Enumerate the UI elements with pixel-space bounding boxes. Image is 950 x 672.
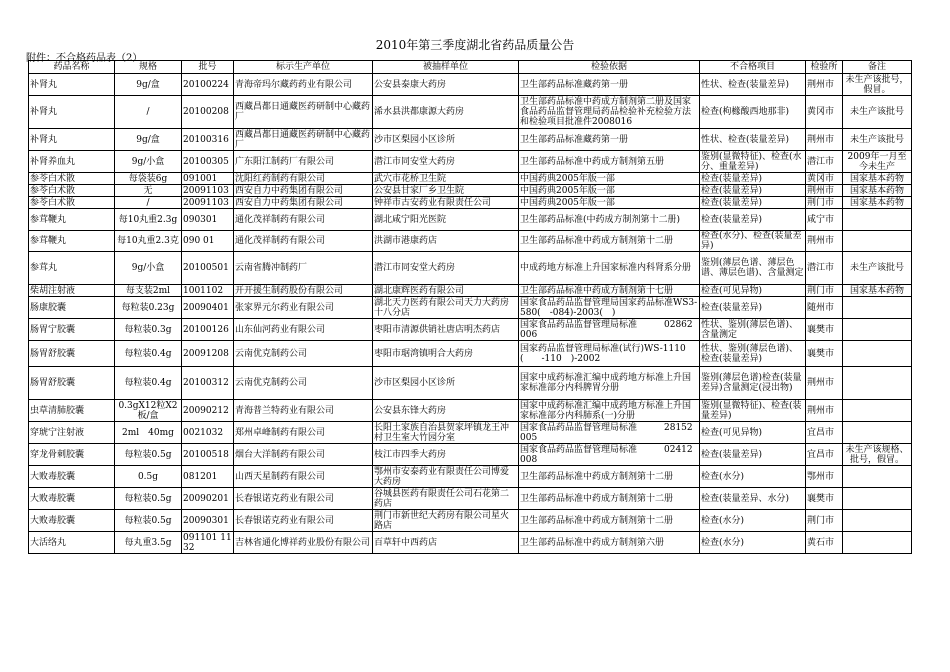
cell-sampled-unit: 枣阳市清源供销社唐店明杰药店 — [373, 319, 519, 341]
cell-test-basis: 中国药典2005年版一部 — [519, 185, 700, 197]
cell-test-basis: 国家食品药品监督管理局标准 02862006 — [519, 319, 700, 341]
table-row — [29, 341, 912, 367]
cell-failed-items: 检查(水分) — [700, 532, 806, 554]
cell-failed-items: 检查(水分) — [700, 466, 806, 488]
cell-remarks: 国家基本药物 — [843, 185, 912, 197]
cell-test-basis: 卫生部药品标准中药成方制剂第十二册 — [519, 488, 700, 510]
cell-test-institute: 黄冈市 — [806, 173, 843, 185]
cell-remarks — [843, 231, 912, 252]
cell-failed-items: 检查(枸橼酸西地那非) — [700, 96, 806, 129]
cell-spec: 每粒装0.23g — [115, 297, 182, 319]
cell-sampled-unit: 浠水县洪都康源大药房 — [373, 96, 519, 129]
table-row — [29, 209, 912, 231]
cell-drug-name: 肠胃舒胶囊 — [29, 367, 115, 400]
cell-drug-name: 肠胃宁胶囊 — [29, 319, 115, 341]
column-header-test-institute: 检验所 — [806, 61, 843, 74]
cell-spec: 每粒装0.4g — [115, 367, 182, 400]
cell-manufacturer: 郑州卓峰制药有限公司 — [234, 422, 373, 444]
cell-sampled-unit: 公安县泰康大药房 — [373, 74, 519, 96]
cell-spec: 0.3gX12粒X2板/盒 — [115, 400, 182, 422]
cell-drug-name: 大活络丸 — [29, 532, 115, 554]
cell-remarks: 国家基本药物 — [843, 285, 912, 297]
cell-remarks — [843, 422, 912, 444]
cell-drug-name: 参苓白术散 — [29, 185, 115, 197]
cell-batch-no: 20091208 — [182, 341, 234, 367]
unqualified-drugs-table — [28, 60, 912, 554]
table-row — [29, 197, 912, 209]
column-header-failed-items: 不合格项目 — [700, 61, 806, 74]
cell-test-basis: 卫生部药品标准中药成方制剂第五册 — [519, 151, 700, 173]
cell-drug-name: 参苓白术散 — [29, 197, 115, 209]
cell-drug-name: 穿琥宁注射液 — [29, 422, 115, 444]
cell-test-institute: 潜江市 — [806, 252, 843, 285]
cell-spec: 每支装2ml — [115, 285, 182, 297]
column-header-remarks: 备注 — [843, 61, 912, 74]
cell-spec: 2ml 40mg — [115, 422, 182, 444]
cell-batch-no: 091101 11 32 — [183, 532, 232, 553]
cell-batch-no: 20100208 — [182, 96, 234, 129]
cell-test-institute: 咸宁市 — [806, 209, 843, 231]
cell-failed-items: 性状、鉴别(薄层色谱)、含量测定 — [700, 319, 806, 341]
cell-test-basis: 中国药典2005年版一部 — [519, 197, 700, 209]
cell-manufacturer: 通化茂祥制药有限公司 — [234, 231, 373, 252]
cell-manufacturer: 青海帝玛尔藏药药业有限公司 — [234, 74, 373, 96]
cell-manufacturer: 沈阳红药制药有限公司 — [234, 173, 373, 185]
cell-test-basis: 卫生部药品标准中药成方制剂第二册及国家食品药品监督管理局药品检验补充检验方法和检验项目批准件2008016 — [519, 96, 700, 129]
cell-test-institute: 荆州市 — [806, 185, 843, 197]
cell-manufacturer: 长春银诺克药业有限公司 — [234, 488, 373, 510]
cell-test-basis: 国家食品药品监督管理局标准 02412008 — [519, 444, 700, 466]
cell-batch-no: 20091103 — [182, 185, 234, 197]
cell-test-institute: 襄樊市 — [806, 319, 843, 341]
cell-batch-no: 20100501 — [182, 252, 234, 285]
cell-drug-name: 虫草清肺胶囊 — [29, 400, 115, 422]
cell-test-basis: 中成药地方标准上升国家标准内科肾系分册 — [519, 252, 700, 285]
cell-drug-name: 参茸鞭丸 — [29, 231, 115, 252]
cell-batch-no: 20100518 — [182, 444, 234, 466]
cell-sampled-unit: 枣阳市琚湾镇明合大药房 — [373, 341, 519, 367]
cell-sampled-unit: 湖北咸宁阳光医院 — [373, 209, 519, 231]
cell-failed-items: 检查(水分) — [700, 510, 806, 532]
cell-spec: 每10丸重2.3g — [115, 209, 182, 231]
cell-manufacturer: 张家界元尔药业有限公司 — [234, 297, 373, 319]
cell-batch-no: 20100224 — [182, 74, 234, 96]
cell-batch-no: 20100312 — [182, 367, 234, 400]
cell-sampled-unit: 洪湖市港康药店 — [373, 231, 519, 252]
cell-spec: 9g/盒 — [115, 129, 182, 151]
cell-failed-items: 性状、检查(装量差异) — [700, 129, 806, 151]
cell-spec: 每10丸重2.3克 — [115, 231, 182, 252]
cell-sampled-unit: 百草轩中西药店 — [373, 532, 519, 554]
column-header-manufacturer: 标示生产单位 — [234, 61, 373, 74]
cell-test-institute: 黄石市 — [806, 532, 843, 554]
cell-manufacturer: 烟台大洋制药有限公司 — [234, 444, 373, 466]
page-title: 2010年第三季度湖北省药品质量公告 — [375, 38, 575, 52]
cell-batch-no: 20090301 — [182, 510, 234, 532]
column-header-batch-no: 批号 — [182, 61, 234, 74]
cell-remarks — [843, 319, 912, 341]
cell-batch-no: 090301 — [182, 209, 234, 231]
cell-test-institute: 潜江市 — [806, 151, 843, 173]
cell-test-institute: 荆州市 — [806, 74, 843, 96]
cell-sampled-unit: 鄂州市安泰药业有限责任公司博爱大药房 — [373, 466, 519, 488]
attachment-label: 附件：不合格药品表（2） — [26, 53, 143, 64]
cell-drug-name: 肠胃舒胶囊 — [29, 341, 115, 367]
cell-spec: 每粒装0.5g — [115, 510, 182, 532]
cell-spec: 0.5g — [115, 466, 182, 488]
cell-remarks: 2009年一月至今未生产 — [843, 151, 912, 173]
cell-failed-items: 检查(装量差异) — [700, 297, 806, 319]
cell-remarks — [843, 209, 912, 231]
cell-sampled-unit: 沙市区梨园小区诊所 — [373, 367, 519, 400]
cell-sampled-unit: 湖北康辉医药有限公司 — [373, 285, 519, 297]
cell-test-institute: 荆门市 — [806, 285, 843, 297]
cell-batch-no: 20100305 — [182, 151, 234, 173]
cell-failed-items: 检查(水分)、检查(装量差异) — [700, 231, 806, 252]
cell-failed-items: 检查(可见异物) — [700, 285, 806, 297]
cell-test-basis: 卫生部药品标准中药成方制剂第十二册 — [519, 231, 700, 252]
table-row — [29, 444, 912, 466]
cell-manufacturer: 青海普兰特药业有限公司 — [234, 400, 373, 422]
cell-drug-name: 大败毒胶囊 — [29, 488, 115, 510]
cell-spec: 每粒装0.5g — [115, 444, 182, 466]
cell-failed-items: 检查(装量差异、水分) — [700, 488, 806, 510]
cell-spec: 9g/盒 — [115, 74, 182, 96]
cell-test-basis: 国家食品药品监督管理局国家药品标准WS3-580( -084)-2003( ) — [519, 297, 700, 319]
cell-drug-name: 补肾丸 — [29, 74, 115, 96]
cell-manufacturer: 云南省腾冲制药厂 — [234, 252, 373, 285]
cell-drug-name: 参苓白术散 — [29, 173, 115, 185]
cell-test-institute: 荆门市 — [806, 510, 843, 532]
cell-spec: 每粒装0.5g — [115, 488, 182, 510]
cell-remarks — [843, 532, 912, 554]
table-row — [29, 488, 912, 510]
cell-sampled-unit: 荆门市新世纪大药房有限公司星火路店 — [373, 510, 519, 532]
cell-test-basis: 卫生部药品标准藏药第一册 — [519, 74, 700, 96]
table-row — [29, 510, 912, 532]
cell-remarks: 未生产该批号 — [843, 252, 912, 285]
cell-batch-no: 20090401 — [182, 297, 234, 319]
cell-spec: 每粒装0.3g — [115, 319, 182, 341]
cell-sampled-unit: 潜江市同安堂大药房 — [373, 252, 519, 285]
cell-batch-no: 091001 — [182, 173, 234, 185]
table-row — [29, 173, 912, 185]
cell-test-basis: 卫生部药品标准中药成方制剂第十七册 — [519, 285, 700, 297]
cell-failed-items: 鉴别(薄层色谱、薄层色谱、薄层色谱)、含量测定 — [700, 252, 806, 285]
cell-test-basis: 卫生部药品标准藏药第一册 — [519, 129, 700, 151]
cell-test-institute: 宜昌市 — [806, 444, 843, 466]
cell-drug-name: 大败毒胶囊 — [29, 510, 115, 532]
cell-test-institute: 鄂州市 — [806, 466, 843, 488]
cell-remarks: 未生产该规格、批号，假冒。 — [843, 444, 912, 466]
cell-sampled-unit: 公安县甘家厂乡卫生院 — [373, 185, 519, 197]
cell-drug-name: 补肾丸 — [29, 129, 115, 151]
cell-drug-name: 补肾丸 — [29, 96, 115, 129]
cell-failed-items: 检查(装量差异) — [700, 197, 806, 209]
cell-remarks — [843, 297, 912, 319]
cell-failed-items: 检查(装量差异) — [700, 173, 806, 185]
cell-remarks — [843, 466, 912, 488]
table-row — [29, 96, 912, 129]
cell-sampled-unit: 长阳土家族自治县贺家坪镇龙王冲村卫生室大竹园分室 — [373, 422, 519, 444]
cell-sampled-unit: 谷城县医药有限责任公司石花第二药店 — [373, 488, 519, 510]
table-row — [29, 422, 912, 444]
table-row — [29, 129, 912, 151]
cell-batch-no: 20100316 — [182, 129, 234, 151]
cell-batch-no: 081201 — [182, 466, 234, 488]
cell-test-basis: 中国药典2005年版一部 — [519, 173, 700, 185]
cell-failed-items: 性状、检查(装量差异) — [700, 74, 806, 96]
cell-batch-no: 1001102 — [182, 285, 234, 297]
cell-failed-items: 鉴别(显微特征)、检查(装量差异) — [700, 400, 806, 422]
table-row — [29, 252, 912, 285]
table-row — [29, 367, 912, 400]
table-row — [29, 532, 912, 554]
cell-sampled-unit: 沙市区梨园小区诊所 — [373, 129, 519, 151]
cell-test-institute: 襄樊市 — [806, 341, 843, 367]
cell-manufacturer: 山西天星制药有限公司 — [234, 466, 373, 488]
cell-test-institute: 荆州市 — [806, 367, 843, 400]
cell-manufacturer: 吉林省通化博祥药业股份有限公司 — [234, 532, 373, 554]
cell-drug-name: 补肾养血丸 — [29, 151, 115, 173]
cell-spec: / — [115, 96, 182, 129]
cell-spec: 无 — [115, 185, 182, 197]
cell-batch-no: 20091103 — [182, 197, 234, 209]
table-row — [29, 297, 912, 319]
cell-remarks: 未生产该批号 — [843, 129, 912, 151]
cell-batch-no: 20090201 — [182, 488, 234, 510]
cell-manufacturer: 山东仙河药业有限公司 — [234, 319, 373, 341]
cell-sampled-unit: 钟祥市古安药业有限责任公司 — [373, 197, 519, 209]
cell-drug-name: 参茸鞭丸 — [29, 209, 115, 231]
cell-drug-name: 参茸丸 — [29, 252, 115, 285]
cell-test-basis: 国家中成药标准汇编中成药地方标准上升国家标准部分内科肺系(一)分册 — [519, 400, 700, 422]
column-header-spec: 规格 — [115, 61, 182, 74]
cell-failed-items: 鉴别(显微特征)、检查(水分、重量差异) — [700, 151, 806, 173]
cell-manufacturer: 西安自力中药集团有限公司 — [234, 185, 373, 197]
column-header-test-basis: 检验依据 — [519, 61, 700, 74]
cell-remarks: 国家基本药物 — [843, 173, 912, 185]
cell-test-institute: 宜昌市 — [806, 422, 843, 444]
cell-manufacturer: 西安自力中药集团有限公司 — [234, 197, 373, 209]
cell-failed-items: 性状、鉴别(薄层色谱)、检查(装量差异) — [700, 341, 806, 367]
table-row — [29, 185, 912, 197]
cell-sampled-unit: 枝江市四季大药房 — [373, 444, 519, 466]
column-header-drug-name: 药品名称 — [29, 61, 115, 74]
cell-remarks — [843, 488, 912, 510]
table-row — [29, 466, 912, 488]
cell-batch-no: 20100126 — [182, 319, 234, 341]
cell-test-basis: 卫生部药品标准中药成方制剂第六册 — [519, 532, 700, 554]
cell-sampled-unit: 湖北天力医药有限公司天力大药房十八分店 — [373, 297, 519, 319]
table-row — [29, 319, 912, 341]
cell-test-institute: 黄冈市 — [806, 96, 843, 129]
cell-remarks — [843, 341, 912, 367]
cell-spec: 每丸重3.5g — [115, 532, 182, 554]
cell-manufacturer: 开开援生制药股份有限公司 — [234, 285, 373, 297]
cell-test-institute: 荆门市 — [806, 197, 843, 209]
column-header-sampled-unit: 被抽样单位 — [373, 61, 519, 74]
cell-sampled-unit: 公安县东锋大药房 — [373, 400, 519, 422]
cell-test-institute: 襄樊市 — [806, 488, 843, 510]
cell-test-institute: 荆州市 — [806, 400, 843, 422]
table-row — [29, 74, 912, 96]
cell-failed-items: 检查(装量差异) — [700, 185, 806, 197]
table-row — [29, 231, 912, 252]
table-row — [29, 151, 912, 173]
cell-remarks: 未生产该批号，假冒。 — [843, 74, 912, 96]
cell-manufacturer: 西藏昌都日通藏医药研制中心藏药厂 — [234, 96, 373, 129]
cell-remarks: 国家基本药物 — [843, 197, 912, 209]
cell-manufacturer: 云南优克制药公司 — [234, 367, 373, 400]
cell-drug-name: 柴胡注射液 — [29, 285, 115, 297]
cell-drug-name: 大败毒胶囊 — [29, 466, 115, 488]
cell-test-basis: 国家药品监督管理局标准(试行)WS-1110 ( -110 )-2002 — [519, 341, 700, 367]
cell-remarks — [843, 510, 912, 532]
cell-sampled-unit: 武穴市花桥卫生院 — [373, 173, 519, 185]
cell-remarks: 未生产该批号 — [843, 96, 912, 129]
cell-spec: 9g/小盒 — [115, 151, 182, 173]
table-row — [29, 400, 912, 422]
cell-test-basis: 国家中成药标准汇编中成药地方标准上升国家标准部分内科脾胃分册 — [519, 367, 700, 400]
cell-test-basis: 卫生部药品标准中药成方制剂第十二册 — [519, 510, 700, 532]
table-row — [29, 285, 912, 297]
cell-batch-no: 20090212 — [182, 400, 234, 422]
cell-manufacturer: 云南优克制药公司 — [234, 341, 373, 367]
cell-test-institute: 荆州市 — [806, 231, 843, 252]
cell-test-basis: 卫生部药品标准中药成方制剂第十二册 — [519, 466, 700, 488]
cell-failed-items: 检查(可见异物) — [700, 422, 806, 444]
cell-sampled-unit: 潜江市同安堂大药房 — [373, 151, 519, 173]
cell-test-institute: 荆州市 — [806, 129, 843, 151]
cell-batch-no: 090 01 — [182, 231, 234, 252]
cell-remarks — [843, 400, 912, 422]
cell-failed-items: 鉴别(薄层色谱)检查(装量差异)含量测定(浸出物) — [700, 367, 806, 400]
cell-failed-items: 检查(装量差异) — [700, 209, 806, 231]
cell-manufacturer: 通化茂祥制药有限公司 — [234, 209, 373, 231]
cell-failed-items: 检查(装量差异) — [700, 444, 806, 466]
cell-spec: 9g/小盒 — [115, 252, 182, 285]
cell-remarks — [843, 367, 912, 400]
cell-drug-name: 肠康胶囊 — [29, 297, 115, 319]
cell-spec: 每粒装0.4g — [115, 341, 182, 367]
cell-drug-name: 穿龙骨刺胶囊 — [29, 444, 115, 466]
cell-test-institute: 随州市 — [806, 297, 843, 319]
cell-spec: / — [115, 197, 182, 209]
cell-manufacturer: 长春银诺克药业有限公司 — [234, 510, 373, 532]
cell-batch-no: 0021032 — [182, 422, 234, 444]
table-header-row — [29, 61, 912, 74]
cell-manufacturer: 广东阳江制药厂有限公司 — [234, 151, 373, 173]
cell-manufacturer: 西藏昌都日通藏医药研制中心藏药厂 — [234, 129, 373, 151]
cell-spec: 每袋装6g — [115, 173, 182, 185]
cell-test-basis: 国家食品药品监督管理局标准 28152005 — [519, 422, 700, 444]
cell-test-basis: 卫生部药品标准(中药成方制剂第十二册) — [519, 209, 700, 231]
